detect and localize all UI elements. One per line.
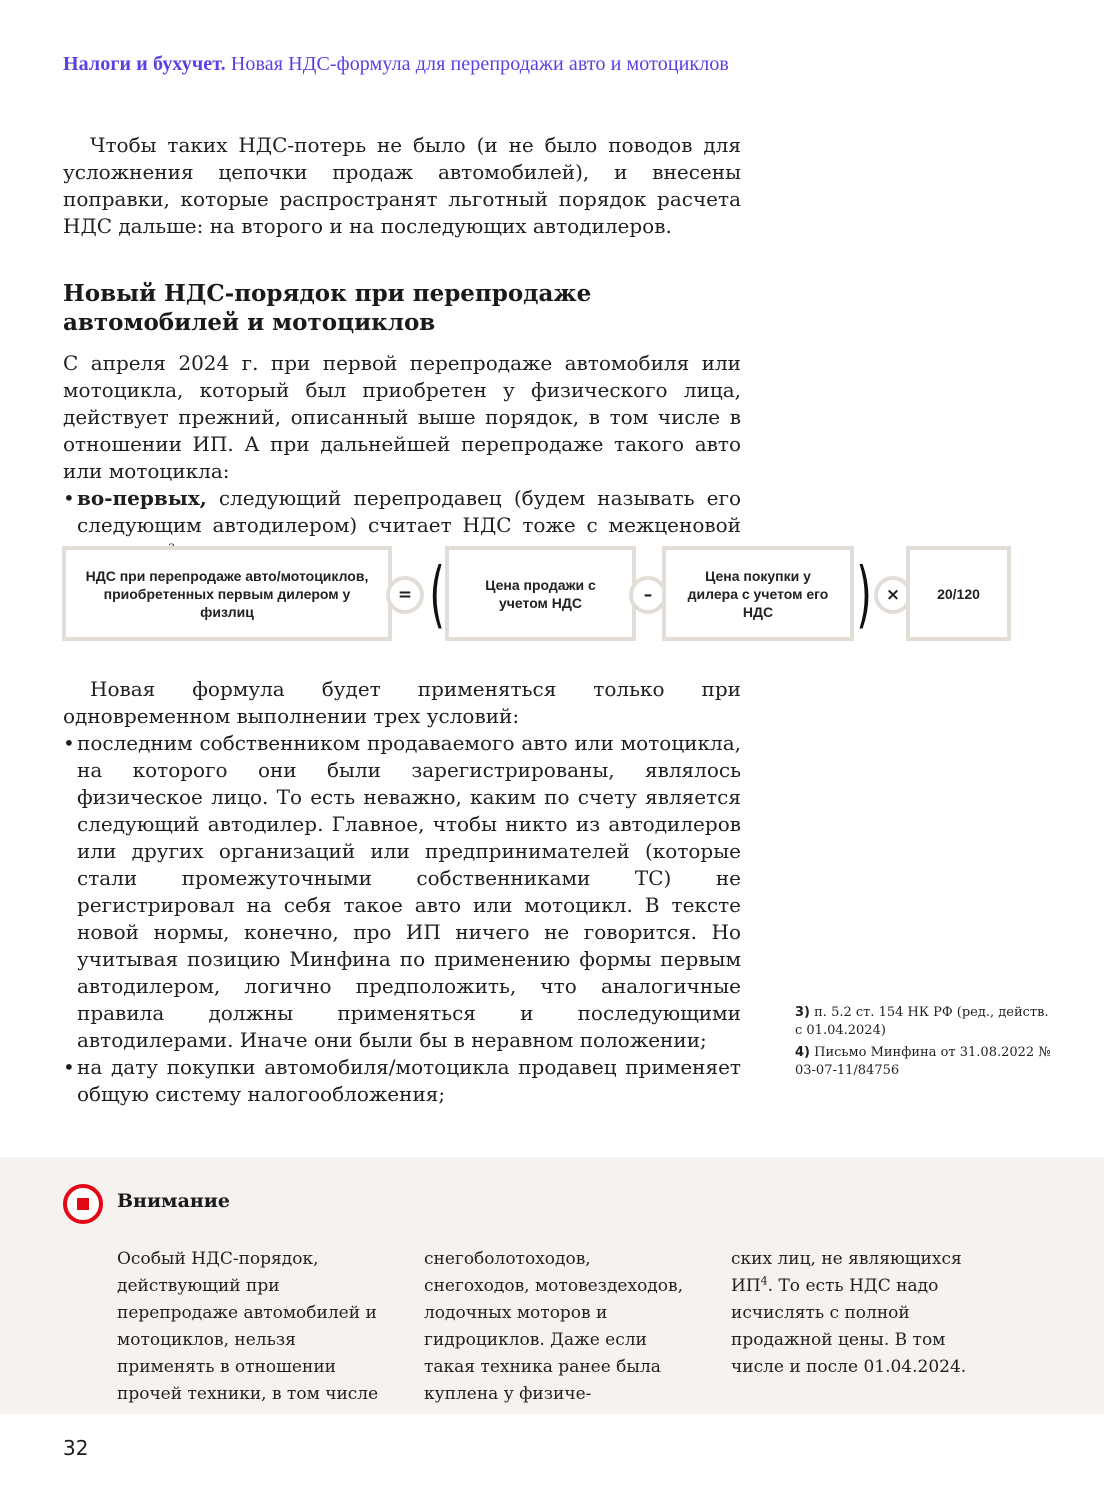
attention-column-2: снегоболотоходов, снегоходов, мотовездеходов, лодочных моторов и гидроциклов. Даже если такая техника ранее была куплена у физиче- <box>424 1249 683 1404</box>
attention-column-1: Особый НДС-порядок, действующий при перепродаже автомобилей и мотоциклов, нельзя применять в отношении прочей техники, в том числе <box>117 1249 379 1404</box>
equals-sign: = <box>386 576 424 614</box>
conditions-intro: Новая формула будет применяться только при одновременном выполнении трех условий: <box>63 677 741 728</box>
conditions-block <box>63 676 741 1108</box>
close-paren: ) <box>856 552 872 636</box>
attention-title: Внимание <box>117 1190 230 1212</box>
footnote-4 <box>795 1044 1055 1080</box>
article-title: Новая НДС-формула для перепродажи авто и мотоциклов <box>230 53 729 75</box>
footnotes <box>795 1004 1055 1084</box>
times-sign: × <box>874 576 912 614</box>
formula-sale-price-box: Цена продажи с учетом НДС <box>445 546 636 641</box>
bullet-first-text: следующий перепродавец (будем называть его следующим автодилером) считает НДС тоже с межценовой <box>77 486 741 537</box>
footnote-ref-4: 4 <box>760 1274 768 1288</box>
footnote-number: 4) <box>795 1045 810 1060</box>
attention-col3-b: . То есть НДС надо исчислять с полной продажной цены. В том числе и после 01.04.2024. <box>731 1276 967 1377</box>
footnote-3 <box>795 1004 1055 1040</box>
section-heading: Новый НДС-порядок при перепродаже автомобилей и мотоциклов <box>63 280 592 336</box>
footnote-text: Письмо Минфина от 31.08.2022 № 03-07-11/84756 <box>795 1045 1051 1078</box>
footnote-number: 3) <box>795 1005 810 1020</box>
attention-col3-a: ских лиц, не являющихся ИП <box>731 1249 962 1296</box>
page-number: 32 <box>63 1436 89 1460</box>
formula-purchase-price-box: Цена покупки у дилера с учетом его НДС <box>662 546 854 641</box>
bullet-first-bold: во-первых, <box>77 486 207 510</box>
section-paragraph: С апреля 2024 г. при первой перепродаже автомобиля или мотоцикла, который был приобретен у физического лица, действует прежний, описанный выше порядок, в том числе в отношении ИП. А при дальнейшей перепродаже такого авто или мотоцикла: <box>63 351 741 483</box>
conditions-list <box>63 730 741 1108</box>
open-paren: ( <box>429 552 445 636</box>
running-head <box>63 53 729 76</box>
condition-item: • последним собственником продаваемого авто или мотоцикла, на которого они были зарегистрированы, являлось физическое лицо. То есть неважно, каким по счету является следующий автодилер. Главное, чтобы никто из автодилеров или других организаций или предпринимателей (которые стали промежуточными собственниками ТС) не регистрировал на себя такое авто или мотоцикл. В тексте новой нормы, конечно, про ИП ничего не говорится. Но учитывая позицию Минфина по применению формы первым автодилером, логично предположить, что аналогичные правила должны применяться и последующими автодилерами. Иначе они были бы в неравном положении; <box>63 730 741 1054</box>
formula-left-box: НДС при перепродаже авто/мотоциклов, приобретенных первым дилером у физлиц <box>62 546 392 641</box>
section-label: Налоги и бухучет. <box>63 53 226 75</box>
minus-sign: – <box>629 576 667 614</box>
stop-icon <box>63 1184 103 1224</box>
formula-rate-box: 20/120 <box>906 546 1011 641</box>
intro-block <box>63 132 741 240</box>
condition-item: • на дату покупки автомобиля/мотоцикла продавец применяет общую систему налогообложения; <box>63 1054 741 1108</box>
section-block <box>63 350 741 566</box>
footnote-text: п. 5.2 ст. 154 НК РФ (ред., действ. с 01.04.2024) <box>795 1005 1049 1038</box>
intro-paragraph: Чтобы таких НДС-потерь не было (и не было поводов для усложнения цепочки продаж автомобилей), и внесены поправки, которые распространят льготный порядок расчета НДС дальше: на второго и на последующих автодилеров. <box>63 133 741 238</box>
attention-column-3 <box>731 1246 993 1381</box>
